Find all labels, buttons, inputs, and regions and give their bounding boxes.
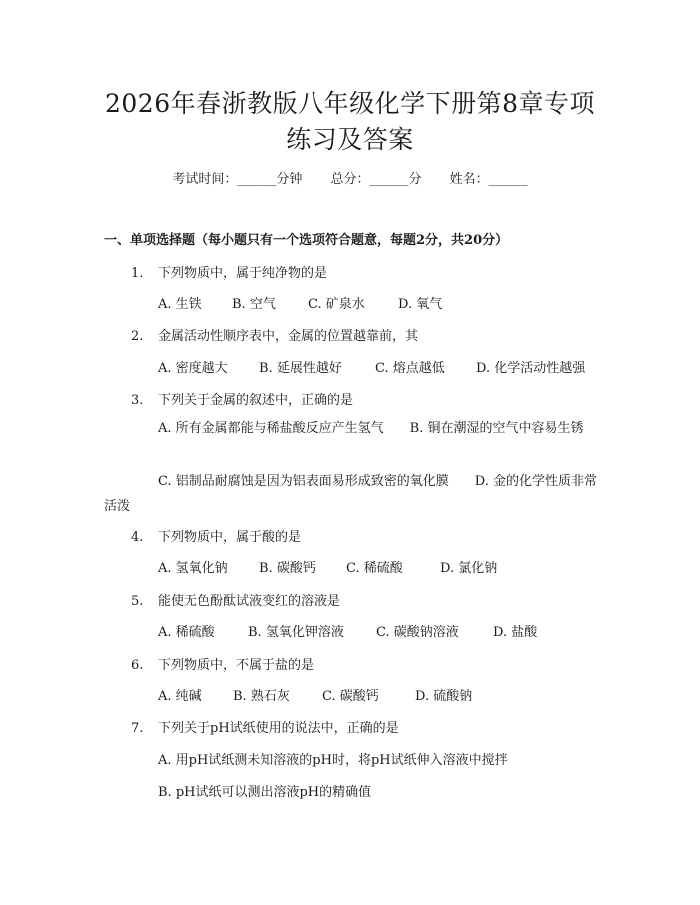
question-1-options xyxy=(158,293,442,312)
question-number: 5. xyxy=(131,594,144,609)
question-number: 2. xyxy=(131,329,144,344)
question-number: 4. xyxy=(131,530,144,545)
question-6 xyxy=(131,654,314,673)
total-score-field: 总分：______分 xyxy=(330,172,422,187)
options-c-d: C. 铝制品耐腐蚀是因为铝表面易形成致密的氧化膜 D. 金的化学性质非常活泼 xyxy=(104,474,597,514)
question-stem: 下列物质中，不属于盐的是 xyxy=(158,658,315,673)
option-c: C. 稀硫酸 xyxy=(346,561,403,576)
question-3 xyxy=(131,389,353,408)
name-field: 姓名：______ xyxy=(449,172,528,187)
question-5-options xyxy=(158,621,537,640)
question-number: 7. xyxy=(131,721,144,736)
option-b: B. 碳酸钙 xyxy=(259,561,316,576)
question-stem: 下列物质中，属于纯净物的是 xyxy=(158,266,328,281)
question-7-option-a: A. 用pH试纸测未知溶液的pH时，将pH试纸伸入溶液中搅拌 xyxy=(158,753,508,768)
option-d: D. 化学活动性越强 xyxy=(476,361,586,376)
question-6-options xyxy=(158,685,472,704)
question-2-options xyxy=(158,357,585,376)
option-d: D. 硫酸钠 xyxy=(415,689,473,704)
question-stem: 下列物质中，属于酸的是 xyxy=(158,530,302,545)
question-3-options-cd xyxy=(104,469,600,519)
section-heading: 一、单项选择题（每小题只有一个选项符合题意，每题2分，共20分） xyxy=(104,233,509,248)
question-number: 3. xyxy=(131,393,144,408)
exam-info xyxy=(0,168,700,187)
question-2 xyxy=(131,325,418,344)
exam-time-field: 考试时间：______分钟 xyxy=(172,172,303,187)
option-c: C. 矿泉水 xyxy=(308,297,365,312)
option-a: A. 密度越大 xyxy=(158,361,228,376)
question-stem: 金属活动性顺序表中，金属的位置越靠前，其 xyxy=(158,329,419,344)
option-a: A. 纯碱 xyxy=(158,689,202,704)
option-d: D. 氯化钠 xyxy=(440,561,498,576)
option-c: C. 熔点越低 xyxy=(375,361,445,376)
question-4 xyxy=(131,526,301,545)
option-a: A. 氢氧化钠 xyxy=(158,561,228,576)
document-title-line1: 2026年春浙教版八年级化学下册第8章专项 xyxy=(104,89,596,118)
option-a: A. 生铁 xyxy=(158,297,202,312)
option-c: C. 碳酸钠溶液 xyxy=(376,625,459,640)
options-a-b: A. 所有金属都能与稀盐酸反应产生氢气 B. 铜在潮湿的空气中容易生锈 xyxy=(158,421,584,436)
option-b: B. 空气 xyxy=(232,297,276,312)
option-a: A. 稀硫酸 xyxy=(158,625,215,640)
option-b: B. 氢氧化钾溶液 xyxy=(248,625,344,640)
question-5 xyxy=(131,590,340,609)
document-title-line2: 练习及答案 xyxy=(286,125,414,154)
option-d: D. 氧气 xyxy=(398,297,443,312)
question-4-options xyxy=(158,557,497,576)
question-number: 1. xyxy=(131,266,144,281)
question-7-option-b: B. pH试纸可以测出溶液pH的精确值 xyxy=(158,785,372,800)
question-stem: 下列关于pH试纸使用的说法中，正确的是 xyxy=(158,721,399,736)
question-1 xyxy=(131,262,327,281)
question-7 xyxy=(131,717,399,736)
question-3-options-ab xyxy=(104,416,600,441)
question-stem: 下列关于金属的叙述中，正确的是 xyxy=(158,393,354,408)
option-c: C. 碳酸钙 xyxy=(322,689,379,704)
option-d: D. 盐酸 xyxy=(493,625,538,640)
option-b: B. 熟石灰 xyxy=(233,689,290,704)
question-stem: 能使无色酚酞试液变红的溶液是 xyxy=(158,594,341,609)
option-b: B. 延展性越好 xyxy=(259,361,342,376)
question-number: 6. xyxy=(131,658,144,673)
